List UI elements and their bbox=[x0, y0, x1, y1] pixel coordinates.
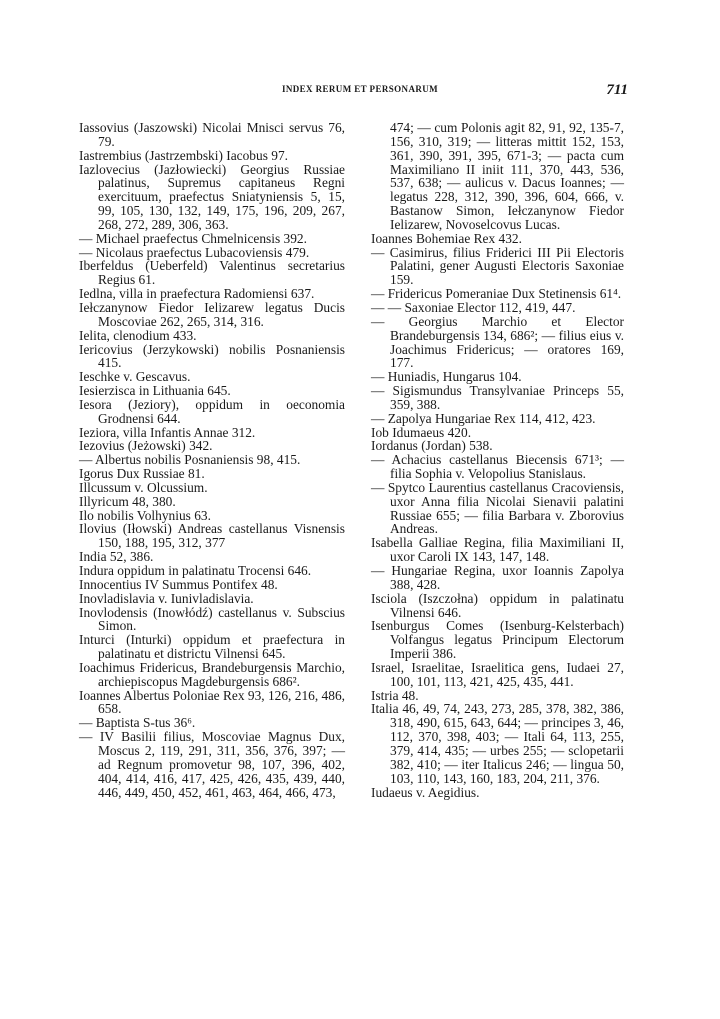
index-entry: Ilovius (Iłowski) Andreas castellanus Visnensis 150, 188, 195, 312, 377 bbox=[79, 521, 345, 551]
index-entry-continuation: 474; — cum Polonis agit 82, 91, 92, 135-7, 156, 310, 319; — litteras mittit 152, 153, 361, 390, 391, 395, 671-3; — pacta cum Maximiliano II iniit 111, 370, 443, 536, 537, 638; — aulicus v. Dacus Ioannes; — legatus 228, 312, 390, 396, 604, 666, v. Bastanow Simon, Iełczanynow Fiedor Ielizarew, Novoselcovus Lucas. bbox=[390, 120, 624, 232]
index-entry: Iedlna, villa in praefectura Radomiensi 637. bbox=[79, 286, 315, 302]
index-entry: Isabella Galliae Regina, filia Maximiliani II, uxor Caroli IX 143, 147, 148. bbox=[371, 535, 624, 565]
index-entry: Istria 48. bbox=[371, 687, 419, 703]
index-entry: India 52, 386. bbox=[79, 549, 154, 565]
index-entry: Igorus Dux Russiae 81. bbox=[79, 466, 205, 482]
index-entry: Inovlodensis (Inowłódź) castellanus v. Subscius Simon. bbox=[79, 604, 345, 634]
index-entry: — Baptista S-tus 36⁶. bbox=[79, 715, 196, 731]
index-entry: Isenburgus Comes (Isenburg-Kelsterbach) Volfangus legatus Principum Electorum Imperii 386. bbox=[371, 618, 624, 662]
index-entry: — — Saxoniae Elector 112, 419, 447. bbox=[371, 299, 576, 315]
index-entry: Iericovius (Jerzykowski) nobilis Posnaniensis 415. bbox=[79, 341, 345, 371]
index-entry: Ioachimus Fridericus, Brandeburgensis Marchio, archiepiscopus Magdeburgensis 686². bbox=[79, 659, 345, 689]
index-entry: — Casimirus, filius Friderici III Pii Electoris Palatini, gener Augusti Electoris Saxoniae 159. bbox=[371, 244, 624, 288]
index-entry: — Georgius Marchio et Elector Brandeburgensis 134, 686²; — filius eius v. Joachimus Fridericus; — oratores 169, 177. bbox=[371, 313, 624, 371]
index-entry: Ioannes Bohemiae Rex 432. bbox=[371, 230, 522, 246]
index-entry: Innocentius IV Summus Pontifex 48. bbox=[79, 576, 278, 592]
index-entry: Ioannes Albertus Poloniae Rex 93, 126, 216, 486, 658. bbox=[79, 687, 345, 717]
index-entry: Inovladislavia v. Iunivladislavia. bbox=[79, 590, 254, 606]
index-entry: — Albertus nobilis Posnaniensis 98, 415. bbox=[79, 452, 301, 468]
running-header-title: INDEX RERUM ET PERSONARUM bbox=[281, 84, 439, 94]
index-entry: Ielita, clenodium 433. bbox=[79, 327, 197, 343]
index-column-left bbox=[79, 121, 345, 799]
index-entry: Ilo nobilis Volhynius 63. bbox=[79, 507, 211, 523]
index-entry: — Achacius castellanus Biecensis 671³; — filia Sophia v. Velopolius Stanislaus. bbox=[371, 452, 624, 482]
index-entry: Iełczanynow Fiedor Ielizarew legatus Ducis Moscoviae 262, 265, 314, 316. bbox=[79, 299, 345, 329]
index-entry: Iezovius (Jeżowski) 342. bbox=[79, 438, 213, 454]
index-entry: Iazlovecius (Jazłowiecki) Georgius Russiae palatinus, Supremus capitaneus Regni exercituum, praefectus Sniatyniensis 5, 15, 99, 105, 130, 132, 149, 175, 196, 209, 267, 268, 272, 289, 306, 363. bbox=[79, 161, 345, 232]
index-entry: Iastrembius (Jastrzembski) Iacobus 97. bbox=[79, 147, 288, 163]
index-entry: Isciola (Iszczołna) oppidum in palatinatu Vilnensi 646. bbox=[371, 590, 624, 620]
index-entry: Iordanus (Jordan) 538. bbox=[371, 438, 493, 454]
index-entry: Iassovius (Jaszowski) Nicolai Mnisci servus 76, 79. bbox=[79, 120, 345, 149]
index-entry: Inturci (Inturki) oppidum et praefectura in palatinatu et districtu Vilnensi 645. bbox=[79, 632, 345, 662]
index-entry: Ieziora, villa Infantis Annae 312. bbox=[79, 424, 256, 440]
index-column-right bbox=[371, 121, 624, 799]
index-entry: — IV Basilii filius, Moscoviae Magnus Dux, Moscus 2, 119, 291, 311, 356, 376, 397; — ad Regnum promovetur 98, 107, 396, 402, 404, 414, 416, 417, 425, 426, 435, 439, 440, 446, 449, 450, 452, 461, 463, 464, 466, 473, bbox=[79, 729, 345, 800]
index-entry: — Nicolaus praefectus Lubacoviensis 479. bbox=[79, 244, 310, 260]
index-entry: — Huniadis, Hungarus 104. bbox=[371, 369, 522, 385]
index-entry: Illcussum v. Olcussium. bbox=[79, 479, 208, 495]
index-entry: Indura oppidum in palatinatu Trocensi 646. bbox=[79, 563, 312, 578]
index-entry: — Spytco Laurentius castellanus Cracoviensis, uxor Anna filia Nicolai Sienavii palatini Russiae 655; — filia Barbara v. Zborovius Andreas. bbox=[371, 479, 624, 537]
index-entry: — Hungariae Regina, uxor Ioannis Zapolya 388, 428. bbox=[371, 563, 624, 592]
index-entry: Iesierzisca in Lithuania 645. bbox=[79, 383, 231, 399]
index-entry: Italia 46, 49, 74, 243, 273, 285, 378, 382, 386, 318, 490, 615, 643, 644; — principes 3, 46, 112, 370, 398, 403; — Itali 64, 113, 255, 379, 414, 435; — urbes 255; — sclopetarii 382, 410; — iter Italicus 246; — lingua 50, 103, 110, 143, 160, 183, 204, 211, 376. bbox=[371, 701, 624, 786]
index-entry: — Sigismundus Transylvaniae Princeps 55, 359, 388. bbox=[371, 383, 624, 412]
index-entry: Israel, Israelitae, Israelitica gens, Iudaei 27, 100, 101, 113, 421, 425, 435, 441. bbox=[371, 659, 624, 689]
index-entry: Iberfeldus (Ueberfeld) Valentinus secretarius Regius 61. bbox=[79, 258, 345, 288]
index-entry: — Fridericus Pomeraniae Dux Stetinensis 61⁴. bbox=[371, 286, 622, 302]
index-entry: Iudaeus v. Aegidius. bbox=[371, 784, 480, 800]
index-entry: — Zapolya Hungariae Rex 114, 412, 423. bbox=[371, 410, 596, 426]
page-number: 711 bbox=[606, 82, 628, 98]
index-entry: Iesora (Jeziory), oppidum in oeconomia Grodnensi 644. bbox=[79, 396, 345, 426]
index-entry: Iob Idumaeus 420. bbox=[371, 424, 472, 440]
index-entry: Ieschke v. Gescavus. bbox=[79, 369, 191, 385]
index-entry: Illyricum 48, 380. bbox=[79, 493, 176, 509]
index-entry: — Michael praefectus Chmelnicensis 392. bbox=[79, 230, 307, 246]
